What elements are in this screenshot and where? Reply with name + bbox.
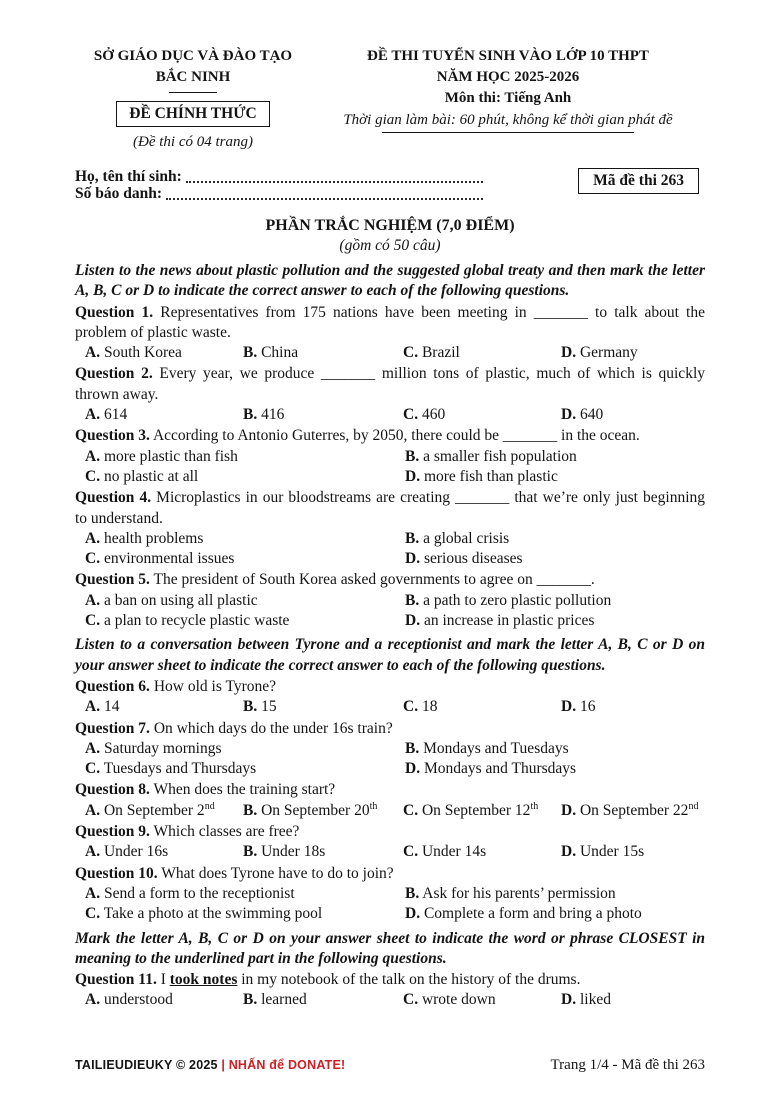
text-run: a global crisis <box>423 529 510 547</box>
question-stem <box>75 780 705 800</box>
option-letter: B. <box>405 739 420 757</box>
text-run: Under 18s <box>261 843 326 861</box>
text-run: Saturday mornings <box>103 739 222 757</box>
text-run: Mondays and Tuesdays <box>423 739 569 757</box>
option-c <box>85 759 405 779</box>
text-run: Brazil <box>421 344 460 362</box>
option-d <box>405 467 705 487</box>
option-letter: A. <box>85 591 101 609</box>
option-c <box>85 611 405 631</box>
option-d <box>405 904 705 924</box>
option-letter: A. <box>85 843 101 861</box>
options-row <box>75 447 705 488</box>
footer-credit <box>75 1058 345 1072</box>
text-run: On September 2 <box>103 801 205 819</box>
option-letter: D. <box>405 467 421 485</box>
candidate-fields <box>75 168 483 202</box>
candidate-id-label: Số báo danh: <box>75 185 163 202</box>
section-subtitle: (gồm có 50 câu) <box>339 237 441 254</box>
option-letter: C. <box>85 612 101 630</box>
options-row <box>75 884 705 925</box>
text-run: On September 20 <box>261 801 370 819</box>
text-run: health problems <box>103 529 204 547</box>
text-run: Ask for his parents’ permission <box>422 884 616 902</box>
question-stem <box>75 488 705 529</box>
option-b <box>405 591 705 611</box>
text-run: a plan to recycle plastic waste <box>103 612 290 630</box>
options-row <box>75 801 705 821</box>
text-run: On September 22 <box>579 801 689 819</box>
text-run: 460 <box>421 406 446 424</box>
text-run: 14 <box>103 698 120 716</box>
option-c <box>403 842 561 862</box>
instruction-text: Mark the letter A, B, C or D on your answer sheet to indicate the word or phrase CLOSEST in meaning to the underlined part in the following questions. <box>75 929 705 967</box>
option-letter: D. <box>561 843 577 861</box>
option-letter: B. <box>243 344 258 362</box>
question-label: Question 11. <box>75 971 157 989</box>
option-letter: C. <box>403 843 419 861</box>
options-row <box>75 697 705 717</box>
official-exam-box: ĐỀ CHÍNH THỨC <box>116 101 269 127</box>
option-letter: A. <box>85 991 101 1009</box>
question-label: Question 10. <box>75 864 158 882</box>
option-a <box>85 343 243 363</box>
options-row <box>75 529 705 570</box>
org-name-line1: SỞ GIÁO DỤC VÀ ĐÀO TẠO <box>93 48 293 64</box>
text-run: a ban on using all plastic <box>103 591 258 609</box>
text-run: took notes <box>169 971 238 989</box>
text-run: Which classes are free? <box>153 823 300 841</box>
option-a <box>85 405 243 425</box>
option-letter: C. <box>85 760 101 778</box>
option-letter: B. <box>405 884 420 902</box>
option-letter: C. <box>85 550 101 568</box>
option-d <box>561 990 705 1010</box>
question-stem <box>75 303 705 344</box>
option-letter: B. <box>243 698 258 716</box>
question-11 <box>75 970 705 1011</box>
page-footer <box>75 1057 705 1074</box>
question-stem <box>75 570 705 590</box>
option-d <box>561 801 705 821</box>
text-run: 18 <box>421 698 438 716</box>
option-b <box>243 405 403 425</box>
option-b <box>243 801 403 821</box>
text-run: China <box>261 344 299 362</box>
text-run: How old is Tyrone? <box>153 677 276 695</box>
question-3 <box>75 426 705 487</box>
option-b <box>405 739 705 759</box>
option-a <box>85 529 405 549</box>
option-b <box>243 697 403 717</box>
option-d <box>405 759 705 779</box>
question-label: Question 3. <box>75 427 150 445</box>
text-run: Take a photo at the swimming pool <box>103 905 323 923</box>
option-letter: A. <box>85 884 101 902</box>
question-2 <box>75 364 705 425</box>
option-letter: D. <box>561 698 577 716</box>
candidate-id-dotted-line <box>166 185 483 200</box>
question-label: Question 1. <box>75 303 154 321</box>
question-stem <box>75 864 705 884</box>
option-letter: B. <box>243 991 258 1009</box>
text-run: Mondays and Thursdays <box>423 760 577 778</box>
header-right-column <box>311 46 705 151</box>
option-a <box>85 801 243 821</box>
text-run: Every year, we produce _______ million tons of plastic, much of which is quickly thrown away. <box>75 365 705 403</box>
question-7 <box>75 719 705 780</box>
option-letter: D. <box>405 760 421 778</box>
options-row <box>75 405 705 425</box>
header-left-column <box>75 46 311 151</box>
option-c <box>403 405 561 425</box>
question-label: Question 8. <box>75 781 150 799</box>
text-run: Under 15s <box>579 843 645 861</box>
option-letter: B. <box>243 843 258 861</box>
text-run: 614 <box>103 406 128 424</box>
option-letter: D. <box>561 406 577 424</box>
option-letter: A. <box>85 801 101 819</box>
option-c <box>85 904 405 924</box>
text-run: 640 <box>579 406 604 424</box>
text-run: Send a form to the receptionist <box>103 884 295 902</box>
page-header <box>75 46 705 151</box>
option-b <box>243 343 403 363</box>
exam-title-line2: NĂM HỌC 2025-2026 <box>436 69 580 85</box>
text-run: liked <box>579 991 611 1009</box>
footer-credit-text: TAILIEUDIEUKY © 2025 <box>75 1058 222 1072</box>
text-run: On September 12 <box>421 801 531 819</box>
option-a <box>85 591 405 611</box>
question-label: Question 4. <box>75 489 152 507</box>
option-d <box>561 405 705 425</box>
option-d <box>405 611 705 631</box>
option-a <box>85 697 243 717</box>
options-row <box>75 739 705 780</box>
footer-page-number: Trang 1/4 - Mã đề thi 263 <box>550 1057 705 1073</box>
options-row <box>75 591 705 632</box>
text-run: more fish than plastic <box>423 467 558 485</box>
question-10 <box>75 864 705 925</box>
text-run: more plastic than fish <box>103 447 238 465</box>
option-letter: B. <box>405 447 420 465</box>
option-letter: D. <box>405 612 421 630</box>
question-stem <box>75 426 705 446</box>
org-name-line2: BẮC NINH <box>155 69 231 85</box>
option-a <box>85 884 405 904</box>
text-run: South Korea <box>103 344 182 362</box>
text-run: understood <box>103 991 173 1009</box>
option-letter: B. <box>405 529 420 547</box>
option-letter: B. <box>405 591 420 609</box>
option-letter: A. <box>85 529 101 547</box>
text-run: no plastic at all <box>103 467 199 485</box>
text-run: nd <box>688 800 699 812</box>
option-d <box>405 549 705 569</box>
text-run: in my notebook of the talk on the history of the drums. <box>237 971 581 989</box>
text-run: What does Tyrone have to do to join? <box>161 864 394 882</box>
option-letter: C. <box>403 406 419 424</box>
option-d <box>561 842 705 862</box>
option-letter: C. <box>403 991 419 1009</box>
text-run: 16 <box>579 698 596 716</box>
option-a <box>85 447 405 467</box>
candidate-name-label: Họ, tên thí sinh: <box>75 168 182 185</box>
option-d <box>561 697 705 717</box>
option-a <box>85 842 243 862</box>
option-b <box>405 447 705 467</box>
option-letter: D. <box>561 991 577 1009</box>
text-run: According to Antonio Guterres, by 2050, there could be _______ in the ocean. <box>152 427 640 445</box>
question-5 <box>75 570 705 631</box>
options-row <box>75 990 705 1010</box>
option-letter: D. <box>561 801 577 819</box>
question-stem <box>75 822 705 842</box>
text-run: Microplastics in our bloodstreams are creating _______ that we’re only just beginning to understand. <box>75 489 706 527</box>
option-letter: C. <box>403 801 419 819</box>
option-letter: D. <box>405 550 421 568</box>
exam-title-line1: ĐỀ THI TUYỂN SINH VÀO LỚP 10 THPT <box>367 48 649 64</box>
option-letter: A. <box>85 739 101 757</box>
text-run: Under 14s <box>421 843 487 861</box>
text-run: Representatives from 175 nations have been meeting in _______ to talk about the problem of plastic waste. <box>75 303 705 341</box>
option-letter: B. <box>243 801 258 819</box>
option-letter: C. <box>403 344 419 362</box>
question-label: Question 6. <box>75 677 150 695</box>
question-stem <box>75 677 705 697</box>
instruction-text: Listen to a conversation between Tyrone and a receptionist and mark the letter A, B, C or D on your answer sheet to indicate the correct answer to each of the following questions. <box>75 636 705 674</box>
question-label: Question 7. <box>75 719 150 737</box>
question-6 <box>75 677 705 718</box>
pages-note: (Đề thi có 04 trang) <box>133 134 253 150</box>
option-letter: A. <box>85 406 101 424</box>
text-run: Complete a form and bring a photo <box>423 905 642 923</box>
option-letter: A. <box>85 344 101 362</box>
question-label: Question 2. <box>75 365 153 383</box>
section-title: PHẦN TRẮC NGHIỆM (7,0 ĐIỂM) <box>265 217 515 234</box>
option-b <box>243 990 403 1010</box>
candidate-info-section <box>75 168 705 202</box>
footer-donate-link[interactable]: | NHẤN để DONATE! <box>221 1058 346 1072</box>
option-c <box>403 697 561 717</box>
text-run: On which days do the under 16s train? <box>153 719 393 737</box>
option-a <box>85 990 243 1010</box>
option-letter: D. <box>561 344 577 362</box>
option-c <box>403 990 561 1010</box>
duration-underline-rule <box>382 132 634 133</box>
option-letter: C. <box>403 698 419 716</box>
text-run: wrote down <box>421 991 496 1009</box>
text-run: learned <box>261 991 307 1009</box>
text-run: th <box>369 800 378 812</box>
text-run: When does the training start? <box>153 781 336 799</box>
option-letter: A. <box>85 698 101 716</box>
option-letter: C. <box>85 905 101 923</box>
question-stem <box>75 719 705 739</box>
text-run: Tuesdays and Thursdays <box>103 760 257 778</box>
option-a <box>85 739 405 759</box>
option-letter: A. <box>85 447 101 465</box>
text-run: 15 <box>261 698 277 716</box>
text-run: nd <box>204 800 215 812</box>
options-row <box>75 842 705 862</box>
text-run: a smaller fish population <box>423 447 577 465</box>
option-c <box>85 467 405 487</box>
exam-code-box: Mã đề thi 263 <box>578 168 699 194</box>
option-c <box>403 801 561 821</box>
text-run: environmental issues <box>103 550 235 568</box>
text-run: Germany <box>579 344 638 362</box>
text-run: I <box>160 971 170 989</box>
text-run: 416 <box>261 406 285 424</box>
candidate-name-dotted-line <box>186 168 483 183</box>
org-divider-rule <box>169 92 217 93</box>
question-4 <box>75 488 705 569</box>
text-run: The president of South Korea asked governments to agree on _______. <box>153 571 595 589</box>
question-9 <box>75 822 705 863</box>
text-run: serious diseases <box>423 550 523 568</box>
option-c <box>85 549 405 569</box>
text-run: a path to zero plastic pollution <box>423 591 612 609</box>
option-d <box>561 343 705 363</box>
question-label: Question 9. <box>75 823 150 841</box>
options-row <box>75 343 705 363</box>
text-run: th <box>530 800 539 812</box>
question-label: Question 5. <box>75 571 150 589</box>
option-letter: D. <box>405 905 421 923</box>
instruction-text: Listen to the news about plastic pollution and the suggested global treaty and then mark the letter A, B, C or D to indicate the correct answer to each of the following questions. <box>75 262 705 300</box>
option-b <box>405 529 705 549</box>
option-b <box>243 842 403 862</box>
question-8 <box>75 780 705 821</box>
option-b <box>405 884 705 904</box>
questions-area <box>75 261 705 1011</box>
option-letter: B. <box>243 406 258 424</box>
text-run: an increase in plastic prices <box>423 612 595 630</box>
exam-duration-line: Thời gian làm bài: 60 phút, không kể thời gian phát đề <box>343 112 673 128</box>
question-1 <box>75 303 705 364</box>
question-stem <box>75 364 705 405</box>
option-letter: C. <box>85 467 101 485</box>
question-stem <box>75 970 705 990</box>
option-c <box>403 343 561 363</box>
text-run: Under 16s <box>103 843 169 861</box>
exam-subject-line: Môn thi: Tiếng Anh <box>444 90 572 106</box>
